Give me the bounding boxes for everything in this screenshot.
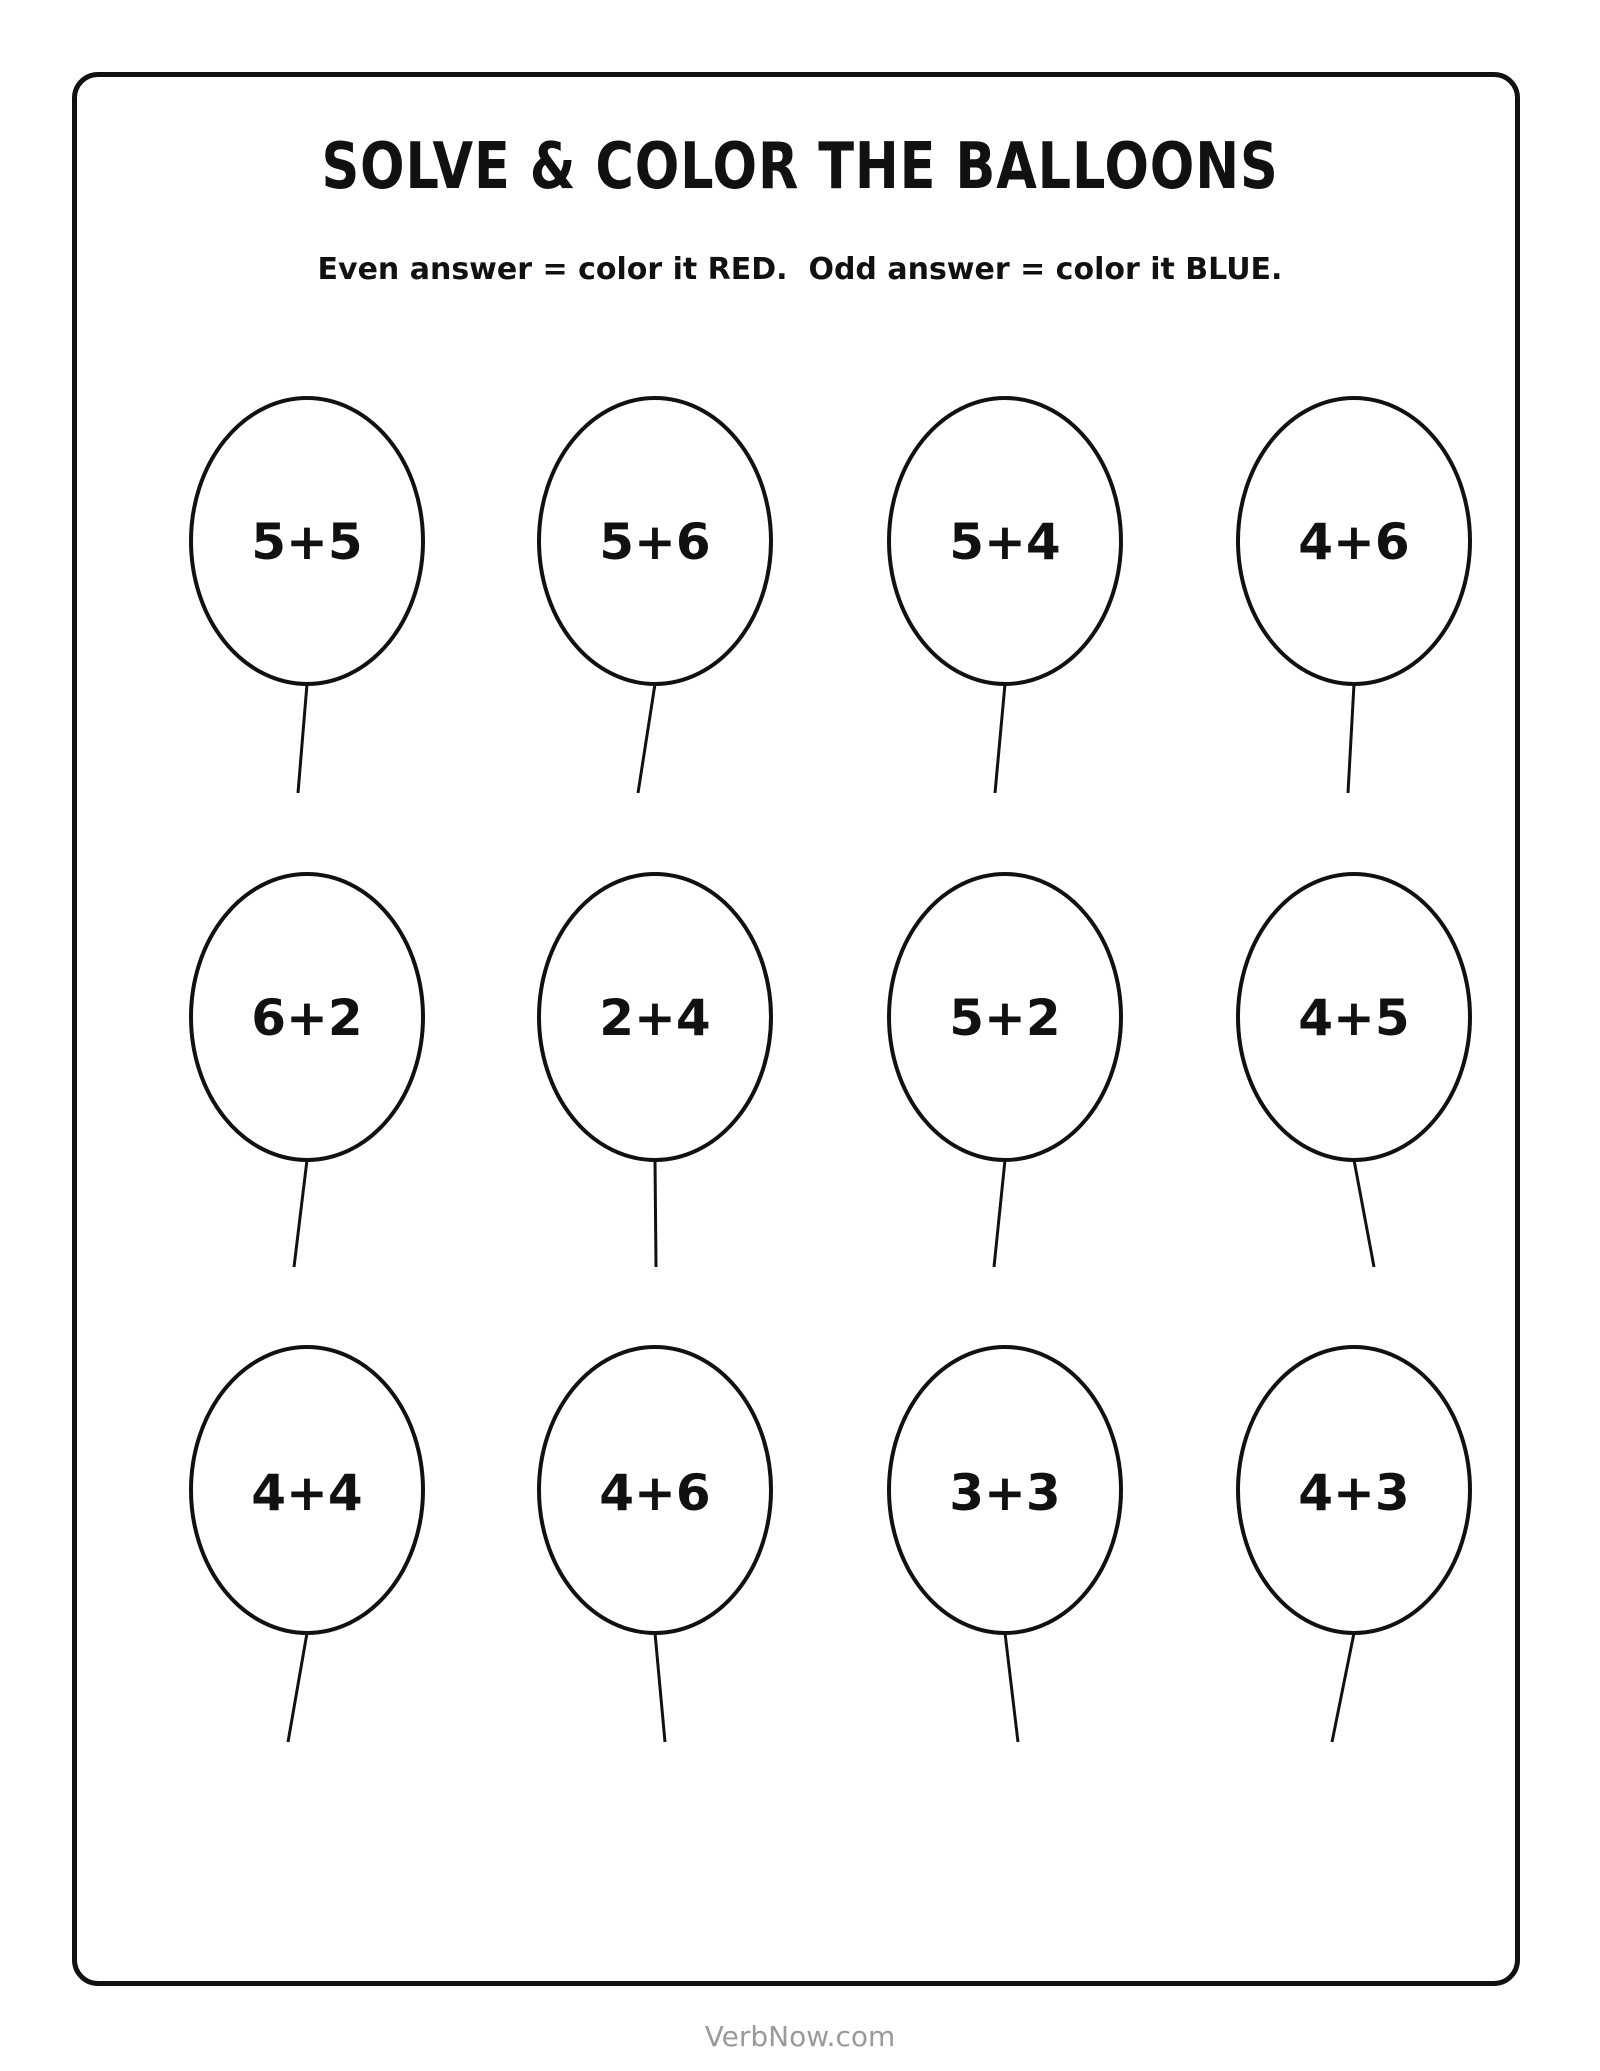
balloon-problem: 3+3 xyxy=(949,1464,1061,1522)
balloon-12[interactable] xyxy=(1238,1347,1470,1742)
balloon-11[interactable] xyxy=(889,1347,1121,1742)
balloon-problem: 2+4 xyxy=(599,989,711,1047)
balloon-problem: 4+4 xyxy=(251,1464,363,1522)
balloon-2[interactable] xyxy=(539,398,771,793)
balloon-problem: 6+2 xyxy=(251,989,363,1047)
balloon-problem: 5+4 xyxy=(949,513,1061,571)
balloon-3[interactable] xyxy=(889,398,1121,793)
balloon-problem: 4+5 xyxy=(1298,989,1410,1047)
balloon-1[interactable] xyxy=(191,398,423,793)
balloon-problem: 5+2 xyxy=(949,989,1061,1047)
worksheet-title: SOLVE & COLOR THE BALLOONS xyxy=(321,130,1279,204)
worksheet-instructions: Even answer = color it RED. Odd answer = color it BLUE. xyxy=(317,252,1283,287)
balloon-problem: 5+5 xyxy=(251,513,363,571)
balloon-7[interactable] xyxy=(889,874,1121,1267)
balloon-10[interactable] xyxy=(539,1347,771,1742)
balloon-6[interactable] xyxy=(539,874,771,1267)
balloon-problem: 4+6 xyxy=(599,1464,711,1522)
balloon-problem: 4+6 xyxy=(1298,513,1410,571)
balloon-9[interactable] xyxy=(191,1347,423,1742)
footer-site: VerbNow.com xyxy=(704,2020,896,2053)
balloon-problem: 4+3 xyxy=(1298,1464,1410,1522)
balloon-8[interactable] xyxy=(1238,874,1470,1267)
balloon-problem: 5+6 xyxy=(599,513,711,571)
balloon-4[interactable] xyxy=(1238,398,1470,793)
balloon-5[interactable] xyxy=(191,874,423,1267)
